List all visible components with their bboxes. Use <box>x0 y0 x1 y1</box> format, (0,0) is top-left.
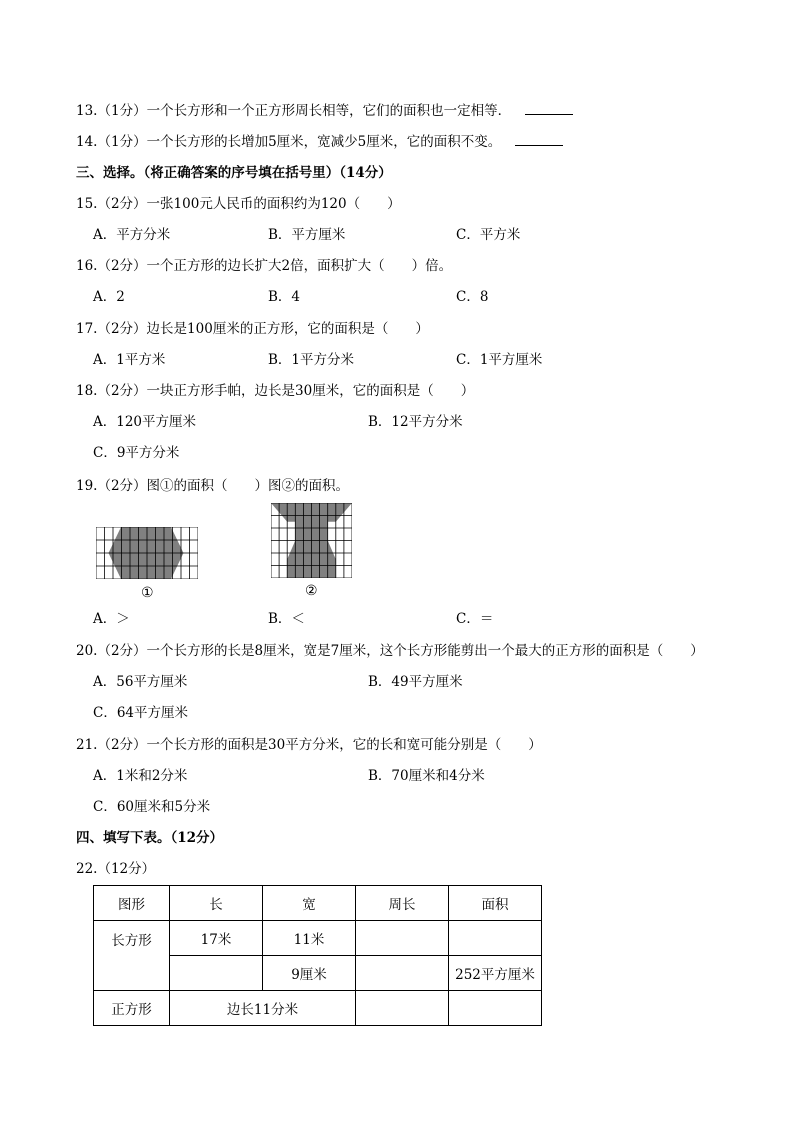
q15-stem: 15.（2分）一张100元人民币的面积约为120（ ） <box>76 196 401 212</box>
q21-stem: 21.（2分）一个长方形的面积是30平方分米，它的长和宽可能分别是（ ） <box>76 737 542 753</box>
table-rect-label: 长方形 <box>94 921 170 991</box>
question-14 <box>76 133 563 151</box>
q21-option-a[interactable]: A．1米和2分米 <box>93 768 188 784</box>
q17-option-b[interactable]: B．1平方分米 <box>268 352 355 368</box>
q19-option-a[interactable]: A．＞ <box>93 611 130 627</box>
figure-2-grid <box>271 503 352 578</box>
q18-option-b[interactable]: B．12平方分米 <box>368 414 463 430</box>
figure-2-label: ② <box>305 583 318 599</box>
q18-stem: 18.（2分）一块正方形手帕，边长是30厘米，它的面积是（ ） <box>76 383 475 399</box>
table-cell-r2-width: 9厘米 <box>263 956 356 991</box>
q21-option-c[interactable]: C．60厘米和5分米 <box>93 799 211 815</box>
q13-answer-blank[interactable] <box>525 102 573 115</box>
q17-option-c[interactable]: C．1平方厘米 <box>456 352 543 368</box>
q20-stem: 20.（2分）一个长方形的长是8厘米，宽是7厘米，这个长方形能剪出一个最大的正方形的面积是（ ） <box>76 643 704 659</box>
figure-1-label: ① <box>141 585 154 601</box>
q20-option-b[interactable]: B．49平方厘米 <box>368 674 463 690</box>
q19-option-c[interactable]: C．＝ <box>456 611 494 627</box>
q13-score: （1分） <box>97 103 147 119</box>
q15-option-c[interactable]: C．平方米 <box>456 227 521 243</box>
table-square-label: 正方形 <box>94 991 170 1026</box>
q18-option-c[interactable]: C．9平方分米 <box>93 445 180 461</box>
q19-stem: 19.（2分）图①的面积（ ）图②的面积。 <box>76 478 350 494</box>
question-13 <box>76 102 573 120</box>
q20-option-a[interactable]: A．56平方厘米 <box>93 674 188 690</box>
q18-option-a[interactable]: A．120平方厘米 <box>93 414 197 430</box>
q19-option-b[interactable]: B．＜ <box>268 611 305 627</box>
q22-stem: 22.（12分） <box>76 861 156 877</box>
table-header-perimeter: 周长 <box>356 886 449 921</box>
q13-text: 一个长方形和一个正方形周长相等，它们的面积也一定相等． <box>146 103 512 119</box>
q14-answer-blank[interactable] <box>515 133 563 146</box>
table-cell-r1-length: 17米 <box>170 921 263 956</box>
table-square-perimeter[interactable] <box>356 991 449 1026</box>
q16-option-b[interactable]: B．4 <box>268 289 301 305</box>
q15-option-b[interactable]: B．平方厘米 <box>268 227 346 243</box>
q16-stem: 16.（2分）一个正方形的边长扩大2倍，面积扩大（ ）倍。 <box>76 258 453 274</box>
q13-number: 13. <box>76 103 98 119</box>
section-4-heading: 四、填写下表。（12分） <box>76 830 224 846</box>
table-cell-r1-perimeter[interactable] <box>356 921 449 956</box>
q17-option-a[interactable]: A．1平方米 <box>93 352 166 368</box>
q20-option-c[interactable]: C．64平方厘米 <box>93 705 189 721</box>
q16-option-c[interactable]: C．8 <box>456 289 489 305</box>
q14-number: 14. <box>76 134 98 150</box>
q16-option-a[interactable]: A．2 <box>93 289 125 305</box>
table-square-area[interactable] <box>449 991 542 1026</box>
q14-score: （1分） <box>97 134 147 150</box>
table-header-width: 宽 <box>263 886 356 921</box>
table-cell-r2-area: 252平方厘米 <box>449 956 542 991</box>
q17-stem: 17.（2分）边长是100厘米的正方形，它的面积是（ ） <box>76 321 429 337</box>
q21-option-b[interactable]: B．70厘米和4分米 <box>368 768 485 784</box>
table-cell-r1-width: 11米 <box>263 921 356 956</box>
table-cell-r2-perimeter[interactable] <box>356 956 449 991</box>
table-header-length: 长 <box>170 886 263 921</box>
table-cell-r1-area[interactable] <box>449 921 542 956</box>
table-header-area: 面积 <box>449 886 542 921</box>
q15-option-a[interactable]: A．平方分米 <box>93 227 171 243</box>
section-3-heading: 三、选择。（将正确答案的序号填在括号里）（14分） <box>76 165 392 181</box>
fill-in-table <box>93 885 542 1026</box>
table-header-shape: 图形 <box>94 886 170 921</box>
table-cell-r2-length[interactable] <box>170 956 263 991</box>
figure-1-grid <box>96 527 198 579</box>
q14-text: 一个长方形的长增加5厘米，宽减少5厘米，它的面积不变。 <box>146 134 502 150</box>
table-square-side: 边长11分米 <box>170 991 356 1026</box>
